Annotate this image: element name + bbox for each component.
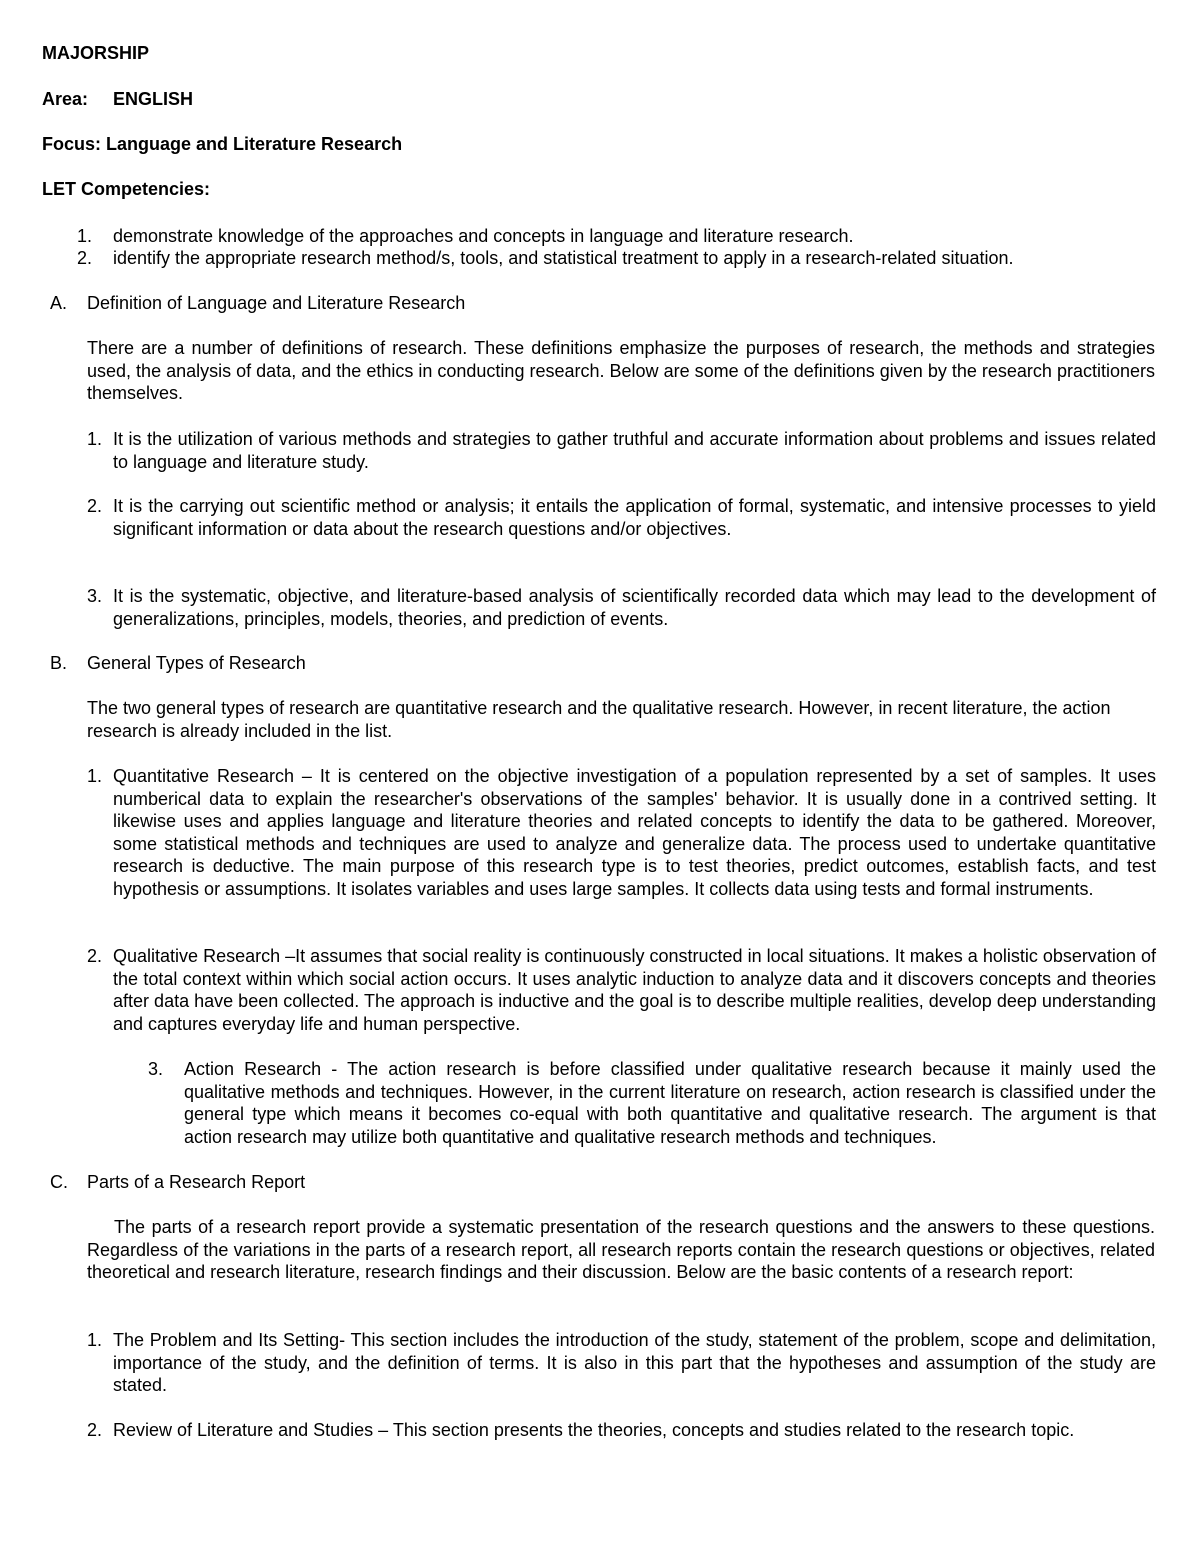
competency-item: identify the appropriate research method/s, tools, and statistical treatment to apply in a research-related situation. [113, 248, 1014, 268]
definition-item: It is the carrying out scientific method or analysis; it entails the application of formal, systematic, and intensive processes to yield significant information or data about the research questions and/or objectives. [113, 496, 1156, 539]
report-part-number: 2. [87, 1420, 103, 1440]
definition-number: 2. [87, 496, 103, 516]
type-item: Quantitative Research – It is centered on the objective investigation of a population represented by a set of samples. It uses numberical data to explain the researcher's observations of the samples' behavior. It is usually done in a contrived setting. It likewise uses and applies language and literature theories and related concepts to identify the data to be gathered. Moreover, some statistical methods and techniques are used to analyze and generalize data. The process used to undertake quantitative research is deductive. The main purpose of this research type is to test theories, predict outcomes, establish facts, and test hypothesis or assumptions. It isolates variables and uses large samples. It collects data using tests and formal instruments. [113, 766, 1156, 899]
section-b-marker: B. [50, 653, 68, 673]
section-a-title: Definition of Language and Literature Research [87, 293, 466, 313]
section-a-marker: A. [50, 293, 68, 313]
type-number: 3. [148, 1059, 164, 1079]
definition-item: It is the utilization of various methods and strategies to gather truthful and accurate information about problems and issues related to language and literature study. [113, 429, 1156, 472]
type-item: Qualitative Research –It assumes that social reality is continuously constructed in local situations. It makes a holistic observation of the total context within which social action occurs. It uses analytic induction to analyze data and it discovers concepts and theories after data have been collected. The approach is inductive and the goal is to describe multiple realities, develop deep understanding and captures everyday life and human perspective. [113, 946, 1156, 1034]
type-number: 1. [87, 766, 103, 786]
area-label: Area: [42, 89, 89, 109]
competency-item: demonstrate knowledge of the approaches and concepts in language and literature research. [113, 226, 854, 246]
report-part-number: 1. [87, 1330, 103, 1350]
section-c-intro: The parts of a research report provide a systematic presentation of the research questions and the answers to these questions. Regardless of the variations in the parts of a research report, all research reports contain the research questions or objectives, related theoretical and research literature, research findings and their discussion. Below are the basic contents of a research report: [87, 1217, 1155, 1283]
section-c-title: Parts of a Research Report [87, 1172, 306, 1192]
competency-number: 2. [77, 248, 93, 268]
area-value: ENGLISH [113, 89, 194, 109]
definition-number: 3. [87, 586, 103, 606]
competency-number: 1. [77, 226, 93, 246]
focus-line: Focus: Language and Literature Research [42, 134, 403, 154]
section-c-marker: C. [50, 1172, 68, 1192]
section-a-intro: There are a number of definitions of research. These definitions emphasize the purposes of research, the methods and strategies used, the analysis of data, and the ethics in conducting research. Below are some of the definitions given by the research practitioners themselves. [87, 338, 1155, 404]
definition-item: It is the systematic, objective, and literature-based analysis of scientifically recorded data which may lead to the development of generalizations, principles, models, theories, and prediction of events. [113, 586, 1156, 629]
report-part-item: Review of Literature and Studies – This section presents the theories, concepts and studies related to the research topic. [113, 1420, 1075, 1440]
competencies-heading: LET Competencies: [42, 179, 211, 199]
report-part-item: The Problem and Its Setting- This section includes the introduction of the study, statement of the problem, scope and delimitation, importance of the study, and the definition of terms. It is also in this part that the hypotheses and assumption of the study are stated. [113, 1330, 1156, 1396]
definition-number: 1. [87, 429, 103, 449]
section-b-title: General Types of Research [87, 653, 306, 673]
type-item: Action Research - The action research is before classified under qualitative research because it mainly used the qualitative methods and techniques. However, in the current literature on research, action research is classified under the general type which means it becomes co-equal with both quantitative and qualitative research. The argument is that action research may utilize both quantitative and qualitative research methods and techniques. [184, 1059, 1156, 1147]
section-b-intro: The two general types of research are quantitative research and the qualitative research. However, in recent literature, the action research is already included in the list. [87, 698, 1111, 741]
type-number: 2. [87, 946, 103, 966]
majorship-heading: MAJORSHIP [42, 43, 150, 63]
